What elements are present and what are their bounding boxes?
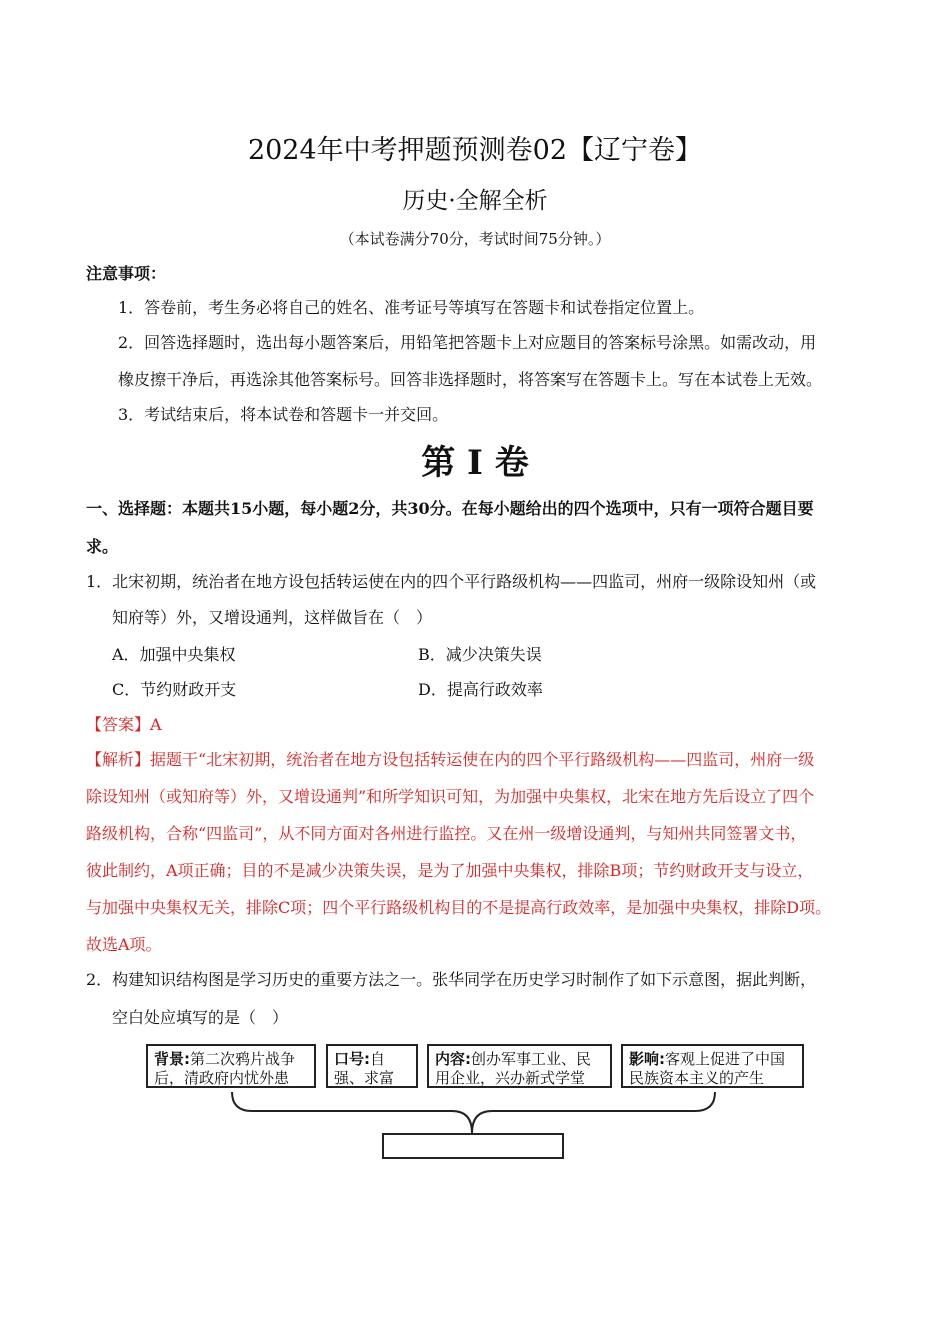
q1-stem: 1．北宋初期，统治者在地方设包括转运使在内的四个平行路级机构——四监司，州府一级除设知州（或 xyxy=(86,572,817,591)
page-subtitle: 历史·全解全析 xyxy=(402,188,548,214)
box-text: 创办军事工业、民用企业，兴办新式学堂 xyxy=(435,1050,592,1087)
box-label: 影响: xyxy=(629,1050,665,1068)
page-title: 2024年中考押题预测卷02【辽宁卷】 xyxy=(247,135,703,166)
q1-analysis-line: 与加强中央集权无关，排除C项；四个平行路级机构目的不是提高行政效率，是加强中央集权，排除D项。 xyxy=(86,898,832,917)
analysis-label: 【解析】 xyxy=(86,750,151,769)
box-text: 自强、求富 xyxy=(334,1050,395,1087)
box-label: 背景: xyxy=(154,1050,190,1068)
box-label: 口号: xyxy=(334,1050,370,1068)
notice-item: 2．回答选择题时，选出每小题答案后，用铅笔把答题卡上对应题目的答案标号涂黑。如需改动，用 xyxy=(118,333,817,352)
diagram-blank-answer-box xyxy=(382,1133,564,1159)
notice-heading: 注意事项： xyxy=(86,264,167,283)
section-title: 第 I 卷 xyxy=(421,443,529,483)
analysis-text: 据题干“北宋初期，统治者在地方设包括转运使在内的四个平行路级机构——四监司，州府一级 xyxy=(150,750,815,769)
notice-item: 橡皮擦干净后，再选涂其他答案标号。回答非选择题时，将答案写在答题卡上。写在本试卷上无效。 xyxy=(118,370,823,389)
section-instructions: 一、选择题：本题共15小题，每小题2分，共30分。在每小题给出的四个选项中，只有一项符合题目要 xyxy=(86,499,814,518)
notice-item: 1．答卷前，考生务必将自己的姓名、准考证号等填写在答题卡和试卷指定位置上。 xyxy=(118,298,705,317)
answer-label: 【答案】 xyxy=(86,715,151,734)
answer-value: A xyxy=(150,715,162,734)
q1-option-a: A．加强中央集权 xyxy=(112,645,236,664)
q1-stem-cont: 知府等）外，又增设通判，这样做旨在（ ） xyxy=(112,608,433,627)
q1-analysis-line: 故选A项。 xyxy=(86,935,162,954)
q1-option-c: C．节约财政开支 xyxy=(112,680,237,699)
q1-option-d: D．提高行政效率 xyxy=(418,680,543,699)
exam-note: （本试卷满分70分，考试时间75分钟。） xyxy=(339,230,611,248)
q1-option-b: B．减少决策失误 xyxy=(418,645,542,664)
q2-stem: 2．构建知识结构图是学习历史的重要方法之一。张华同学在历史学习时制作了如下示意图，据此判断， xyxy=(86,970,817,989)
section-instructions-cont: 求。 xyxy=(86,537,119,556)
box-text: 第二次鸦片战争后，清政府内忧外患 xyxy=(154,1050,296,1087)
q1-analysis-line: 除设知州（或知府等）外，又增设通判”和所学知识可知，为加强中央集权，北宋在地方先后设立了四个 xyxy=(86,787,815,806)
q1-analysis-line: 路级机构，合称“四监司”，从不同方面对各州进行监控。又在州一级增设通判，与知州共同签署文书， xyxy=(86,824,807,843)
q1-analysis-line: 彼此制约，A项正确；目的不是减少决策失误，是为了加强中央集权，排除B项；节约财政开支与设立， xyxy=(86,861,814,880)
box-label: 内容: xyxy=(435,1050,471,1068)
box-text: 客观上促进了中国民族资本主义的产生 xyxy=(629,1050,786,1087)
notice-item: 3．考试结束后，将本试卷和答题卡一并交回。 xyxy=(118,405,449,424)
q2-stem-cont: 空白处应填写的是（ ） xyxy=(112,1008,289,1027)
